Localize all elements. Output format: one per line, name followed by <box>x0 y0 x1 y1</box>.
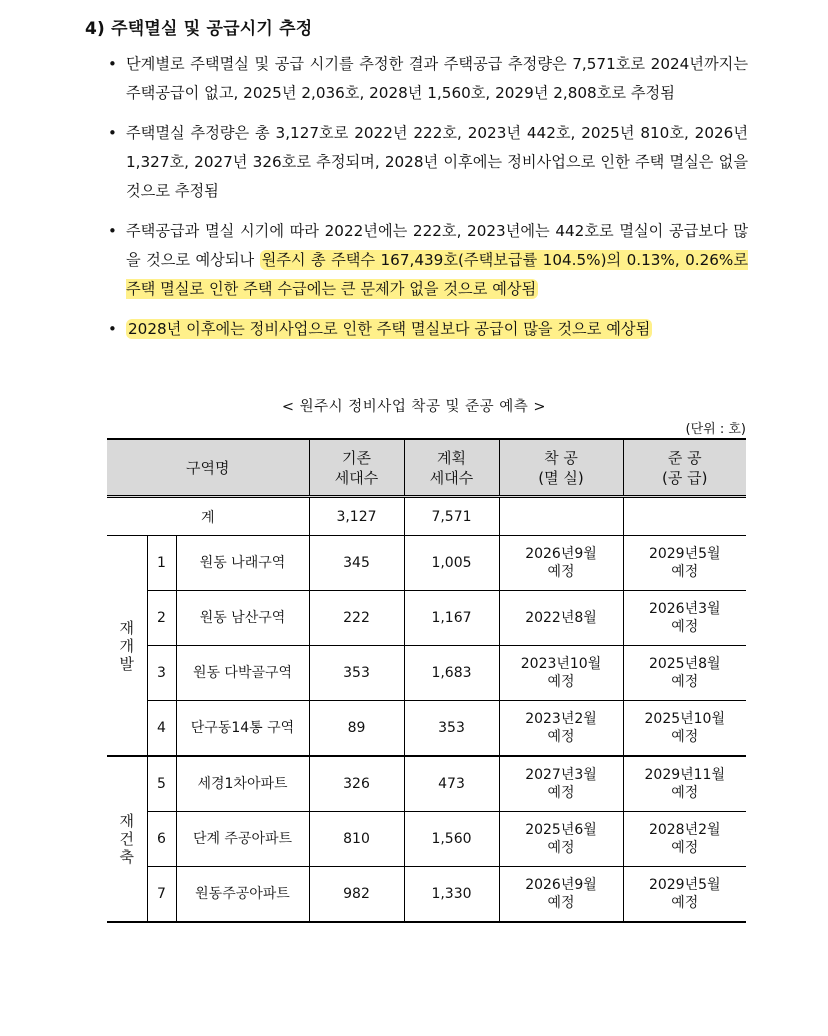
total-existing: 3,127 <box>309 497 404 536</box>
row-complete-date: 2026년3월 <box>648 601 721 617</box>
header-planned-line2: 세대수 <box>429 468 474 487</box>
bullet-text: 단계별로 주택멸실 및 공급 시기를 추정한 결과 주택공급 추정량은 7,571호로 2024년까지는 주택공급이 없고, 2025년 2,036호, 2028년 1,560호, 2029년 2,808호로 추정됨 <box>126 55 748 102</box>
row-complete <box>623 536 746 591</box>
row-start-date: 2023년10월 <box>520 656 602 672</box>
row-existing: 982 <box>309 867 404 923</box>
row-complete-date: 2028년2월 <box>648 822 721 838</box>
row-complete <box>623 812 746 867</box>
header-existing-line2: 세대수 <box>334 468 379 487</box>
header-start-line2: (멸 실) <box>538 468 584 487</box>
group-char: 축 <box>119 848 134 866</box>
row-planned: 1,167 <box>404 591 499 646</box>
row-start-date: 2025년6월 <box>525 822 597 838</box>
header-planned <box>404 439 499 497</box>
bullet-list <box>108 50 748 355</box>
group-reconstruction <box>107 756 147 922</box>
bullet-item <box>108 119 748 206</box>
row-no: 7 <box>147 867 176 923</box>
bullet-text: 주택멸실 추정량은 총 3,127호로 2022년 222호, 2023년 442호, 2025년 810호, 2026년 1,327호, 2027년 326호로 추정되며, 2028년 이후에는 정비사업으로 인한 주택 멸실은 없을 것으로 추정됨 <box>126 124 748 200</box>
group-char: 발 <box>119 654 134 673</box>
bullet-item <box>108 315 748 344</box>
row-existing: 353 <box>309 646 404 701</box>
row-planned: 1,330 <box>404 867 499 923</box>
row-complete-date: 2029년5월 <box>648 546 721 562</box>
row-complete <box>623 867 746 923</box>
table-unit: (단위 : 호) <box>685 422 746 437</box>
row-name: 원동 다박골구역 <box>176 646 309 701</box>
group-char: 재 <box>119 812 134 830</box>
group-char: 개 <box>119 636 134 655</box>
table-header-row <box>107 439 746 497</box>
row-planned: 1,560 <box>404 812 499 867</box>
row-start <box>499 812 623 867</box>
row-existing: 326 <box>309 756 404 812</box>
header-start <box>499 439 623 497</box>
row-no: 4 <box>147 701 176 757</box>
row-complete <box>623 701 746 757</box>
row-complete-note: 예정 <box>671 564 699 580</box>
row-start <box>499 867 623 923</box>
row-no: 5 <box>147 756 176 812</box>
total-planned: 7,571 <box>404 497 499 536</box>
header-complete <box>623 439 746 497</box>
bullet-text: 주택공급과 멸실 시기에 따라 2022년에는 222호, 2023년에는 442호로 멸실이 공급보다 많을 것으로 예상되나 <box>126 222 748 269</box>
row-no: 3 <box>147 646 176 701</box>
header-planned-line1: 계획 <box>437 448 466 467</box>
row-start-date: 2023년2월 <box>525 711 597 727</box>
table-row <box>107 646 746 701</box>
row-complete-date: 2029년11월 <box>644 767 725 783</box>
header-start-line1: 착 공 <box>544 448 578 467</box>
highlighted-text: 원주시 총 주택수 167,439호(주택보급률 104.5%)의 0.13%, 0.26%로 주택 멸실로 인한 주택 수급에는 큰 문제가 없을 것으로 예상됨 <box>126 251 748 298</box>
total-start <box>499 497 623 536</box>
row-complete-date: 2025년10월 <box>644 711 725 727</box>
table-title: < 원주시 정비사업 착공 및 준공 예측 > <box>281 399 547 415</box>
row-name: 원동 남산구역 <box>176 591 309 646</box>
row-no: 6 <box>147 812 176 867</box>
row-complete-date: 2029년5월 <box>648 877 721 893</box>
highlighted-text: 2028년 이후에는 정비사업으로 인한 주택 멸실보다 공급이 많을 것으로 예상됨 <box>128 320 651 338</box>
table-row <box>107 701 746 757</box>
table-row <box>107 867 746 923</box>
total-complete <box>623 497 746 536</box>
row-start <box>499 756 623 812</box>
header-existing-line1: 기존 <box>342 448 371 467</box>
row-existing: 345 <box>309 536 404 591</box>
row-planned: 353 <box>404 701 499 757</box>
row-start-note: 예정 <box>547 840 575 856</box>
row-existing: 222 <box>309 591 404 646</box>
table-row <box>107 756 746 812</box>
forecast-table <box>107 438 746 923</box>
row-complete-note: 예정 <box>671 674 699 690</box>
header-complete-line1: 준 공 <box>667 448 702 467</box>
section-heading: 4) 주택멸실 및 공급시기 추정 <box>85 19 313 39</box>
table-row <box>107 812 746 867</box>
row-name: 단계 주공아파트 <box>176 812 309 867</box>
row-name: 세경1차아파트 <box>176 756 309 812</box>
row-start-date: 2026년9월 <box>525 877 597 893</box>
row-complete <box>623 756 746 812</box>
row-start-note: 예정 <box>547 785 575 801</box>
row-start-date: 2027년3월 <box>525 767 597 783</box>
row-no: 2 <box>147 591 176 646</box>
group-redevelopment <box>107 536 147 757</box>
row-start-date: 2026년9월 <box>525 546 597 562</box>
row-start <box>499 536 623 591</box>
row-complete-note: 예정 <box>671 785 699 801</box>
row-planned: 473 <box>404 756 499 812</box>
header-existing <box>309 439 404 497</box>
row-existing: 89 <box>309 701 404 757</box>
row-no: 1 <box>147 536 176 591</box>
row-name: 단구동14통 구역 <box>176 701 309 757</box>
row-start-note: 예정 <box>547 564 575 580</box>
row-complete-note: 예정 <box>671 895 699 911</box>
row-start <box>499 646 623 701</box>
table-row <box>107 591 746 646</box>
row-complete-note: 예정 <box>671 840 699 856</box>
row-existing: 810 <box>309 812 404 867</box>
total-label: 계 <box>107 497 309 536</box>
row-complete-note: 예정 <box>671 619 699 635</box>
bullet-item <box>108 50 748 108</box>
row-planned: 1,683 <box>404 646 499 701</box>
row-complete-note: 예정 <box>671 729 699 745</box>
header-complete-line2: (공 급) <box>662 468 708 487</box>
row-start <box>499 701 623 757</box>
row-planned: 1,005 <box>404 536 499 591</box>
row-start-note: 예정 <box>547 729 575 745</box>
row-start-note: 예정 <box>547 895 575 911</box>
row-name: 원동주공아파트 <box>176 867 309 923</box>
table-row <box>107 536 746 591</box>
row-start-note: 예정 <box>547 674 575 690</box>
total-row <box>107 497 746 536</box>
row-complete <box>623 646 746 701</box>
header-area: 구역명 <box>107 439 309 497</box>
row-complete <box>623 591 746 646</box>
group-char: 재 <box>119 618 134 637</box>
row-name: 원동 나래구역 <box>176 536 309 591</box>
row-complete-date: 2025년8월 <box>648 656 721 672</box>
group-char: 건 <box>119 830 134 848</box>
bullet-item <box>108 217 748 304</box>
row-start: 2022년8월 <box>499 591 623 646</box>
